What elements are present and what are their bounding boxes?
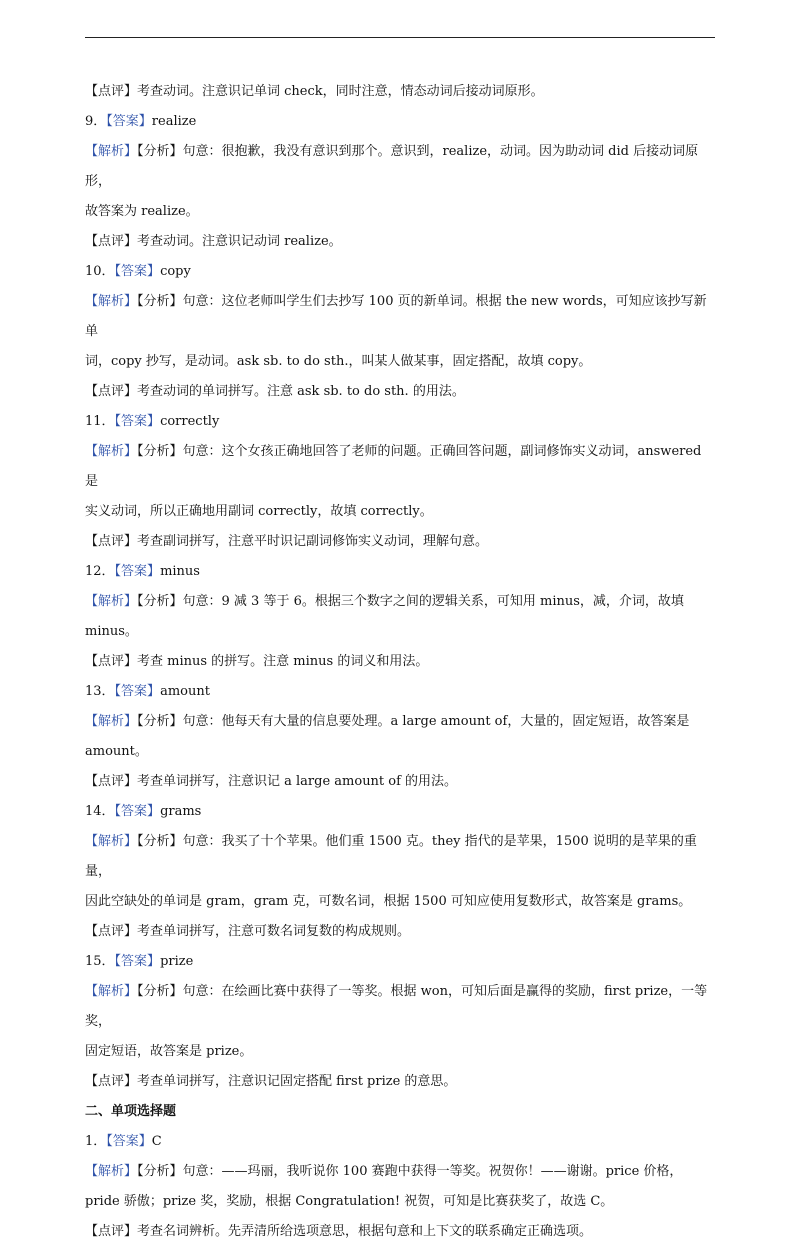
label-tag: 【解析】 xyxy=(85,594,138,609)
text-line xyxy=(85,737,717,767)
text-segment: 词，copy 抄写，是动词。ask sb. to do sth.，叫某人做某事，固定搭配，故填 copy。 xyxy=(85,354,592,369)
text-line xyxy=(85,917,717,947)
text-line xyxy=(85,1217,717,1247)
text-line xyxy=(85,707,717,737)
text-line xyxy=(85,527,717,557)
document-body xyxy=(85,77,717,1247)
text-line xyxy=(85,1067,717,1097)
text-line xyxy=(85,137,717,197)
label-tag: 【解析】 xyxy=(85,144,138,159)
text-line xyxy=(85,107,717,137)
text-segment: 【点评】考查单词拼写，注意识记固定搭配 first prize 的意思。 xyxy=(85,1074,457,1089)
text-segment: 15． xyxy=(85,954,115,969)
label-tag: 【答案】 xyxy=(114,264,161,279)
label-tag: 【解析】 xyxy=(85,294,138,309)
label-tag: 【解析】 xyxy=(85,444,138,459)
text-line xyxy=(85,257,717,287)
label-tag: 【答案】 xyxy=(106,114,152,129)
text-segment: 10． xyxy=(85,264,115,279)
label-tag: 【答案】 xyxy=(114,684,161,699)
text-segment: 【点评】考查动词的单词拼写。注意 ask sb. to do sth. 的用法。 xyxy=(85,384,465,399)
text-segment: 【点评】考查单词拼写，注意可数名词复数的构成规则。 xyxy=(85,924,411,939)
text-segment: 9． xyxy=(85,114,107,129)
text-segment: 【点评】考查 minus 的拼写。注意 minus 的词义和用法。 xyxy=(85,654,429,669)
text-segment: 【分析】句意：在绘画比赛中获得了一等奖。根据 won，可知后面是赢得的奖励，first prize，一等奖， xyxy=(85,984,708,1029)
text-line xyxy=(85,647,717,677)
label-tag: 【解析】 xyxy=(85,1164,138,1179)
text-line xyxy=(85,1157,717,1187)
label-tag: 【答案】 xyxy=(114,414,161,429)
text-segment: copy xyxy=(160,264,191,279)
text-line xyxy=(85,377,717,407)
text-line xyxy=(85,1187,717,1217)
section-heading: 二、单项选择题 xyxy=(85,1104,177,1119)
text-line xyxy=(85,1127,717,1157)
text-line xyxy=(85,1037,717,1067)
text-segment: 11． xyxy=(85,414,115,429)
text-line xyxy=(85,497,717,527)
text-segment: 实义动词，所以正确地用副词 correctly，故填 correctly。 xyxy=(85,504,433,519)
text-segment: 【点评】考查动词。注意识记动词 realize。 xyxy=(85,234,342,249)
text-segment: 【分析】句意：很抱歉，我没有意识到那个。意识到，realize，动词。因为助动词 did 后接动词原形， xyxy=(85,144,699,189)
text-segment: realize xyxy=(151,114,197,129)
text-segment: 13． xyxy=(85,684,115,699)
label-tag: 【答案】 xyxy=(114,954,161,969)
text-line xyxy=(85,797,717,827)
text-line xyxy=(85,557,717,587)
text-segment: prize xyxy=(160,954,194,969)
text-line xyxy=(85,437,717,497)
text-segment: pride 骄傲；prize 奖，奖励，根据 Congratulation! 祝贺，可知是比赛获奖了，故选 C。 xyxy=(85,1194,614,1209)
text-segment: 【分析】句意：——玛丽，我听说你 100 赛跑中获得一等奖。祝贺你！——谢谢。price 价格， xyxy=(137,1164,683,1179)
text-segment: 【分析】句意：这位老师叫学生们去抄写 100 页的新单词。根据 the new words，可知应该抄写新单 xyxy=(85,294,707,339)
text-segment: 【分析】句意：他每天有大量的信息要处理。a large amount of，大量的，固定短语，故答案是 xyxy=(137,714,690,729)
label-tag: 【解析】 xyxy=(85,714,138,729)
text-line xyxy=(85,197,717,227)
text-segment: correctly xyxy=(160,414,220,429)
text-line xyxy=(85,287,717,347)
text-line xyxy=(85,977,717,1037)
label-tag: 【解析】 xyxy=(85,834,138,849)
text-segment: amount。 xyxy=(85,744,148,759)
label-tag: 【解析】 xyxy=(85,984,138,999)
text-segment: 【点评】考查名词辨析。先弄清所给选项意思，根据句意和上下文的联系确定正确选项。 xyxy=(85,1224,593,1239)
text-line xyxy=(85,1097,717,1127)
label-tag: 【答案】 xyxy=(114,564,161,579)
text-line xyxy=(85,347,717,377)
text-segment: 固定短语，故答案是 prize。 xyxy=(85,1044,253,1059)
text-line xyxy=(85,587,717,647)
text-segment: 【点评】考查副词拼写，注意平时识记副词修饰实义动词，理解句意。 xyxy=(85,534,489,549)
text-segment: 【点评】考查动词。注意识记单词 check，同时注意，情态动词后接动词原形。 xyxy=(85,84,544,99)
text-segment: C xyxy=(151,1134,162,1149)
text-line xyxy=(85,767,717,797)
text-line xyxy=(85,77,717,107)
text-segment: grams xyxy=(160,804,202,819)
text-line xyxy=(85,227,717,257)
text-segment: 14． xyxy=(85,804,115,819)
text-segment: 故答案为 realize。 xyxy=(85,204,199,219)
text-segment: 【点评】考查单词拼写，注意识记 a large amount of 的用法。 xyxy=(85,774,458,789)
header-rule xyxy=(85,37,715,38)
text-segment: amount xyxy=(160,684,210,699)
label-tag: 【答案】 xyxy=(106,1134,152,1149)
text-segment: 【分析】句意：这个女孩正确地回答了老师的问题。正确回答问题，副词修饰实义动词，answered 是 xyxy=(85,444,702,489)
text-line xyxy=(85,407,717,437)
text-segment: 因此空缺处的单词是 gram，gram 克，可数名词，根据 1500 可知应使用复数形式，故答案是 grams。 xyxy=(85,894,692,909)
text-line xyxy=(85,947,717,977)
text-line xyxy=(85,677,717,707)
text-segment: minus xyxy=(160,564,200,579)
text-line xyxy=(85,827,717,887)
label-tag: 【答案】 xyxy=(114,804,161,819)
text-line xyxy=(85,887,717,917)
text-segment: 1． xyxy=(85,1134,107,1149)
text-segment: 【分析】句意：9 减 3 等于 6。根据三个数字之间的逻辑关系，可知用 minus，减，介词，故填 minus。 xyxy=(85,594,684,639)
text-segment: 【分析】句意：我买了十个苹果。他们重 1500 克。they 指代的是苹果，1500 说明的是苹果的重量， xyxy=(85,834,697,879)
text-segment: 12． xyxy=(85,564,115,579)
